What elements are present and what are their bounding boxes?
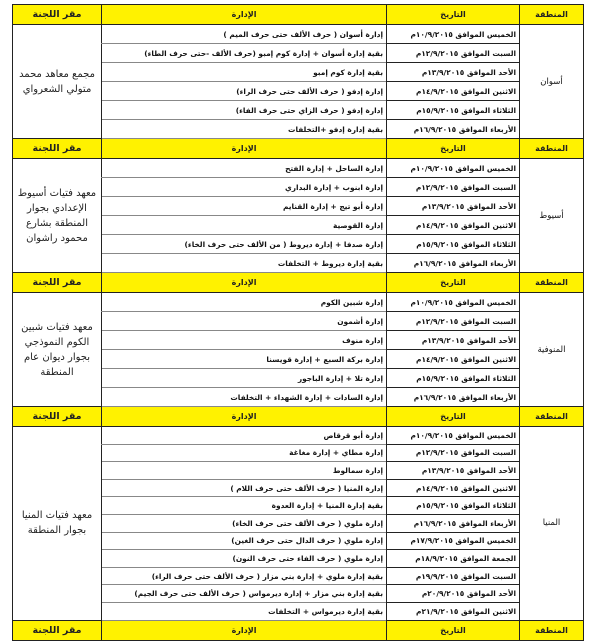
date-cell: الأربعاء الموافق ١٦/٩/٢٠١٥م bbox=[387, 120, 520, 139]
header-date: التاريخ bbox=[387, 407, 520, 427]
admin-cell: إدارة صدفا + إدارة ديروط ( من الألف حتى حرف الخاء) bbox=[102, 235, 387, 254]
admin-cell: إدارة القوصية bbox=[102, 216, 387, 235]
date-cell: الأحد الموافق ١٣/٩/٢٠١٥م bbox=[387, 197, 520, 216]
admin-cell: بقية إدارة ديرمواس + التخلفات bbox=[102, 602, 387, 620]
schedule-table bbox=[12, 4, 584, 641]
admin-cell: إدارة أبو قرقاص bbox=[102, 427, 387, 445]
admin-cell: إدارة أسوان ( حرف الألف حتى حرف الميم ) bbox=[102, 25, 387, 44]
committee-hq-cell: معهد فتيات المنيا بجوار المنطقة bbox=[13, 427, 102, 621]
committee-hq-cell: معهد فتيات شبين الكوم النموذجي بجوار ديوان عام المنطقة bbox=[13, 293, 102, 407]
date-cell: الخميس الموافق ١٧/٩/٢٠١٥م bbox=[387, 532, 520, 550]
admin-cell: إدارة السادات + إدارة الشهداء + التخلفات bbox=[102, 388, 387, 407]
header-admin: الإدارة bbox=[102, 273, 387, 293]
date-cell: الثلاثاء الموافق ١٥/٩/٢٠١٥م bbox=[387, 369, 520, 388]
admin-cell: إدارة ملوي ( حرف الدال حتى حرف الغين) bbox=[102, 532, 387, 550]
admin-cell: بقية إدارة كوم إمبو bbox=[102, 63, 387, 82]
admin-cell: بقية إدارة المنيا + إدارة العدوة bbox=[102, 497, 387, 515]
header-region: المنطقة bbox=[520, 407, 584, 427]
table-row bbox=[13, 25, 584, 44]
admin-cell: إدارة تلا + إدارة الباجور bbox=[102, 369, 387, 388]
date-cell: الثلاثاء الموافق ١٥/٩/٢٠١٥م bbox=[387, 497, 520, 515]
table-row bbox=[13, 293, 584, 312]
header-date: التاريخ bbox=[387, 139, 520, 159]
admin-cell: بقية إدارة أسوان + إدارة كوم إمبو (حرف الألف -حتى حرف الطاء) bbox=[102, 44, 387, 63]
admin-cell: بقية إدارة بني مزار + إدارة ديرمواس ( حرف الألف حتى حرف الجيم) bbox=[102, 585, 387, 603]
header-date: التاريخ bbox=[387, 273, 520, 293]
table-row bbox=[13, 427, 584, 445]
date-cell: الخميس الموافق ١٠/٩/٢٠١٥م bbox=[387, 427, 520, 445]
date-cell: الأحد الموافق ١٣/٩/٢٠١٥م bbox=[387, 63, 520, 82]
admin-cell: بقية إدارة إدفو +التخلفات bbox=[102, 120, 387, 139]
date-cell: الخميس الموافق ١٠/٩/٢٠١٥م bbox=[387, 293, 520, 312]
header-hq: مقر اللجنة bbox=[13, 273, 102, 293]
date-cell: الاثنين الموافق ١٤/٩/٢٠١٥م bbox=[387, 216, 520, 235]
header-admin: الإدارة bbox=[102, 5, 387, 25]
header-admin: الإدارة bbox=[102, 620, 387, 640]
admin-cell: بقية إدارة ديروط + التخلفات bbox=[102, 254, 387, 273]
date-cell: السبت الموافق ١٩/٩/٢٠١٥م bbox=[387, 567, 520, 585]
admin-cell: إدارة إدفو ( حرف الزاي حتى حرف الفاء) bbox=[102, 101, 387, 120]
region-cell: أسيوط bbox=[520, 159, 584, 273]
header-row bbox=[13, 273, 584, 293]
admin-cell: إدارة ابنوب + إدارة البداري bbox=[102, 178, 387, 197]
header-row bbox=[13, 407, 584, 427]
committee-hq-cell: مجمع معاهد محمد متولي الشعرواي bbox=[13, 25, 102, 139]
header-hq: مقر اللجنة bbox=[13, 407, 102, 427]
table-row bbox=[13, 159, 584, 178]
header-region: المنطقة bbox=[520, 273, 584, 293]
header-row bbox=[13, 5, 584, 25]
header-hq: مقر اللجنة bbox=[13, 139, 102, 159]
region-cell: أسوان bbox=[520, 25, 584, 139]
committee-hq-cell: معهد فتيات أسيوط الإعدادي بجوار المنطقة بشارع محمود راشوان bbox=[13, 159, 102, 273]
date-cell: السبت الموافق ١٢/٩/٢٠١٥م bbox=[387, 444, 520, 462]
header-date: التاريخ bbox=[387, 620, 520, 640]
date-cell: الأحد الموافق ٢٠/٩/٢٠١٥م bbox=[387, 585, 520, 603]
admin-cell: إدارة منوف bbox=[102, 331, 387, 350]
header-region: المنطقة bbox=[520, 5, 584, 25]
date-cell: الخميس الموافق ١٠/٩/٢٠١٥م bbox=[387, 159, 520, 178]
region-cell: المنوفية bbox=[520, 293, 584, 407]
admin-cell: إدارة إدفو ( حرف الألف حتى حرف الراء) bbox=[102, 82, 387, 101]
date-cell: السبت الموافق ١٢/٩/٢٠١٥م bbox=[387, 44, 520, 63]
admin-cell: إدارة الساحل + إدارة الفتح bbox=[102, 159, 387, 178]
date-cell: الأحد الموافق ١٣/٩/٢٠١٥م bbox=[387, 462, 520, 480]
admin-cell: إدارة سمالوط bbox=[102, 462, 387, 480]
date-cell: الاثنين الموافق ١٤/٩/٢٠١٥م bbox=[387, 350, 520, 369]
header-admin: الإدارة bbox=[102, 407, 387, 427]
header-region: المنطقة bbox=[520, 620, 584, 640]
admin-cell: بقية إدارة ملوي + إدارة بني مزار ( حرف الألف حتى حرف الراء) bbox=[102, 567, 387, 585]
date-cell: الأربعاء الموافق ١٦/٩/٢٠١٥م bbox=[387, 254, 520, 273]
admin-cell: إدارة ملوي ( حرف الفاء حتى حرف النون) bbox=[102, 550, 387, 568]
admin-cell: إدارة أشمون bbox=[102, 312, 387, 331]
date-cell: الخميس الموافق ١٠/٩/٢٠١٥م bbox=[387, 25, 520, 44]
date-cell: الاثنين الموافق ١٤/٩/٢٠١٥م bbox=[387, 82, 520, 101]
admin-cell: إدارة ملوي ( حرف الألف حتى حرف الخاء) bbox=[102, 514, 387, 532]
admin-cell: إدارة أبو تيج + إدارة القنايم bbox=[102, 197, 387, 216]
date-cell: السبت الموافق ١٢/٩/٢٠١٥م bbox=[387, 312, 520, 331]
date-cell: الجمعة الموافق ١٨/٩/٢٠١٥م bbox=[387, 550, 520, 568]
header-hq: مقر اللجنة bbox=[13, 5, 102, 25]
header-admin: الإدارة bbox=[102, 139, 387, 159]
date-cell: السبت الموافق ١٢/٩/٢٠١٥م bbox=[387, 178, 520, 197]
admin-cell: إدارة مطاي + إدارة مغاغة bbox=[102, 444, 387, 462]
date-cell: الثلاثاء الموافق ١٥/٩/٢٠١٥م bbox=[387, 101, 520, 120]
admin-cell: إدارة شبين الكوم bbox=[102, 293, 387, 312]
region-cell: المنيا bbox=[520, 427, 584, 621]
admin-cell: إدارة بركة السبع + إدارة قويسنا bbox=[102, 350, 387, 369]
admin-cell: إدارة المنيا ( حرف الألف حتى حرف اللام ) bbox=[102, 479, 387, 497]
header-region: المنطقة bbox=[520, 139, 584, 159]
header-hq: مقر اللجنة bbox=[13, 620, 102, 640]
date-cell: الثلاثاء الموافق ١٥/٩/٢٠١٥م bbox=[387, 235, 520, 254]
header-date: التاريخ bbox=[387, 5, 520, 25]
date-cell: الأربعاء الموافق ١٦/٩/٢٠١٥م bbox=[387, 388, 520, 407]
date-cell: الأربعاء الموافق ١٦/٩/٢٠١٥م bbox=[387, 514, 520, 532]
header-row bbox=[13, 620, 584, 640]
date-cell: الاثنين الموافق ٢١/٩/٢٠١٥م bbox=[387, 602, 520, 620]
date-cell: الاثنين الموافق ١٤/٩/٢٠١٥م bbox=[387, 479, 520, 497]
header-row bbox=[13, 139, 584, 159]
date-cell: الأحد الموافق ١٣/٩/٢٠١٥م bbox=[387, 331, 520, 350]
